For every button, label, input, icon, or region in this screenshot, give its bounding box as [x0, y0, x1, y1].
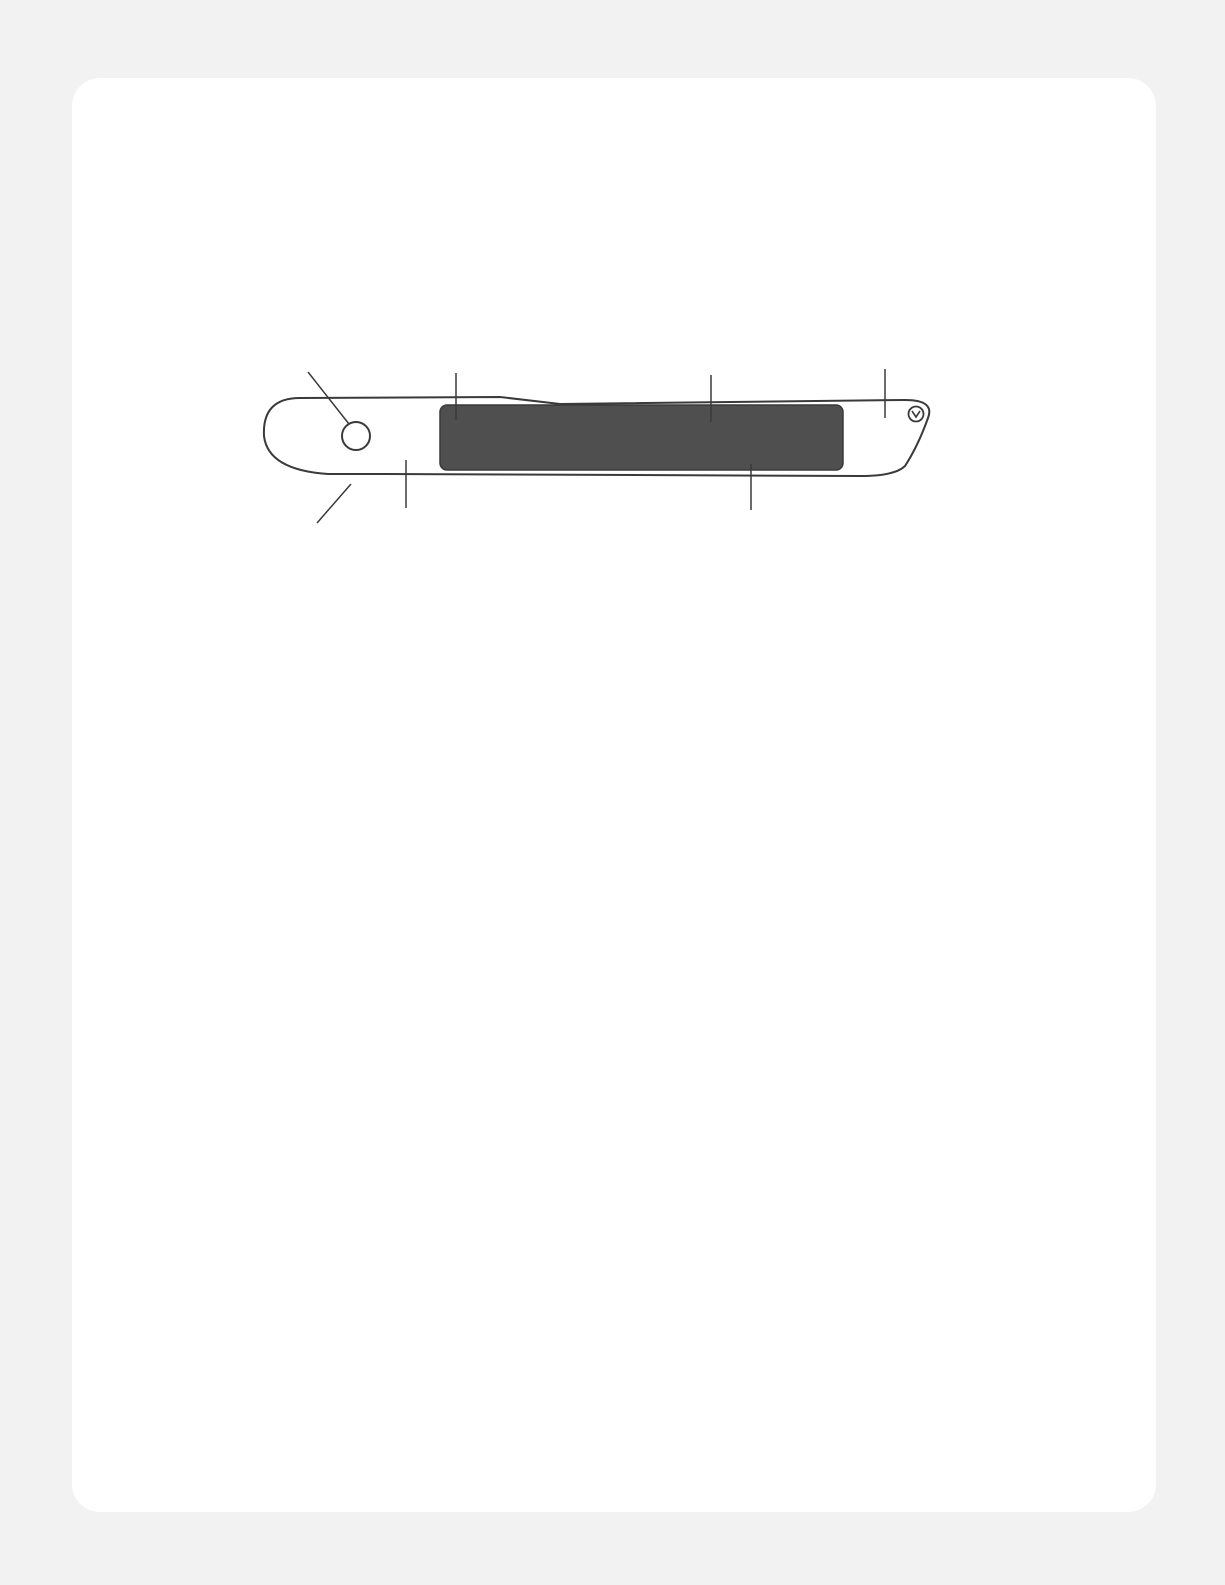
fingerboard[interactable]: [440, 405, 843, 470]
volume-knob[interactable]: [342, 422, 370, 450]
power-icon[interactable]: [909, 407, 924, 422]
leader-headphone-jack: [317, 484, 351, 523]
